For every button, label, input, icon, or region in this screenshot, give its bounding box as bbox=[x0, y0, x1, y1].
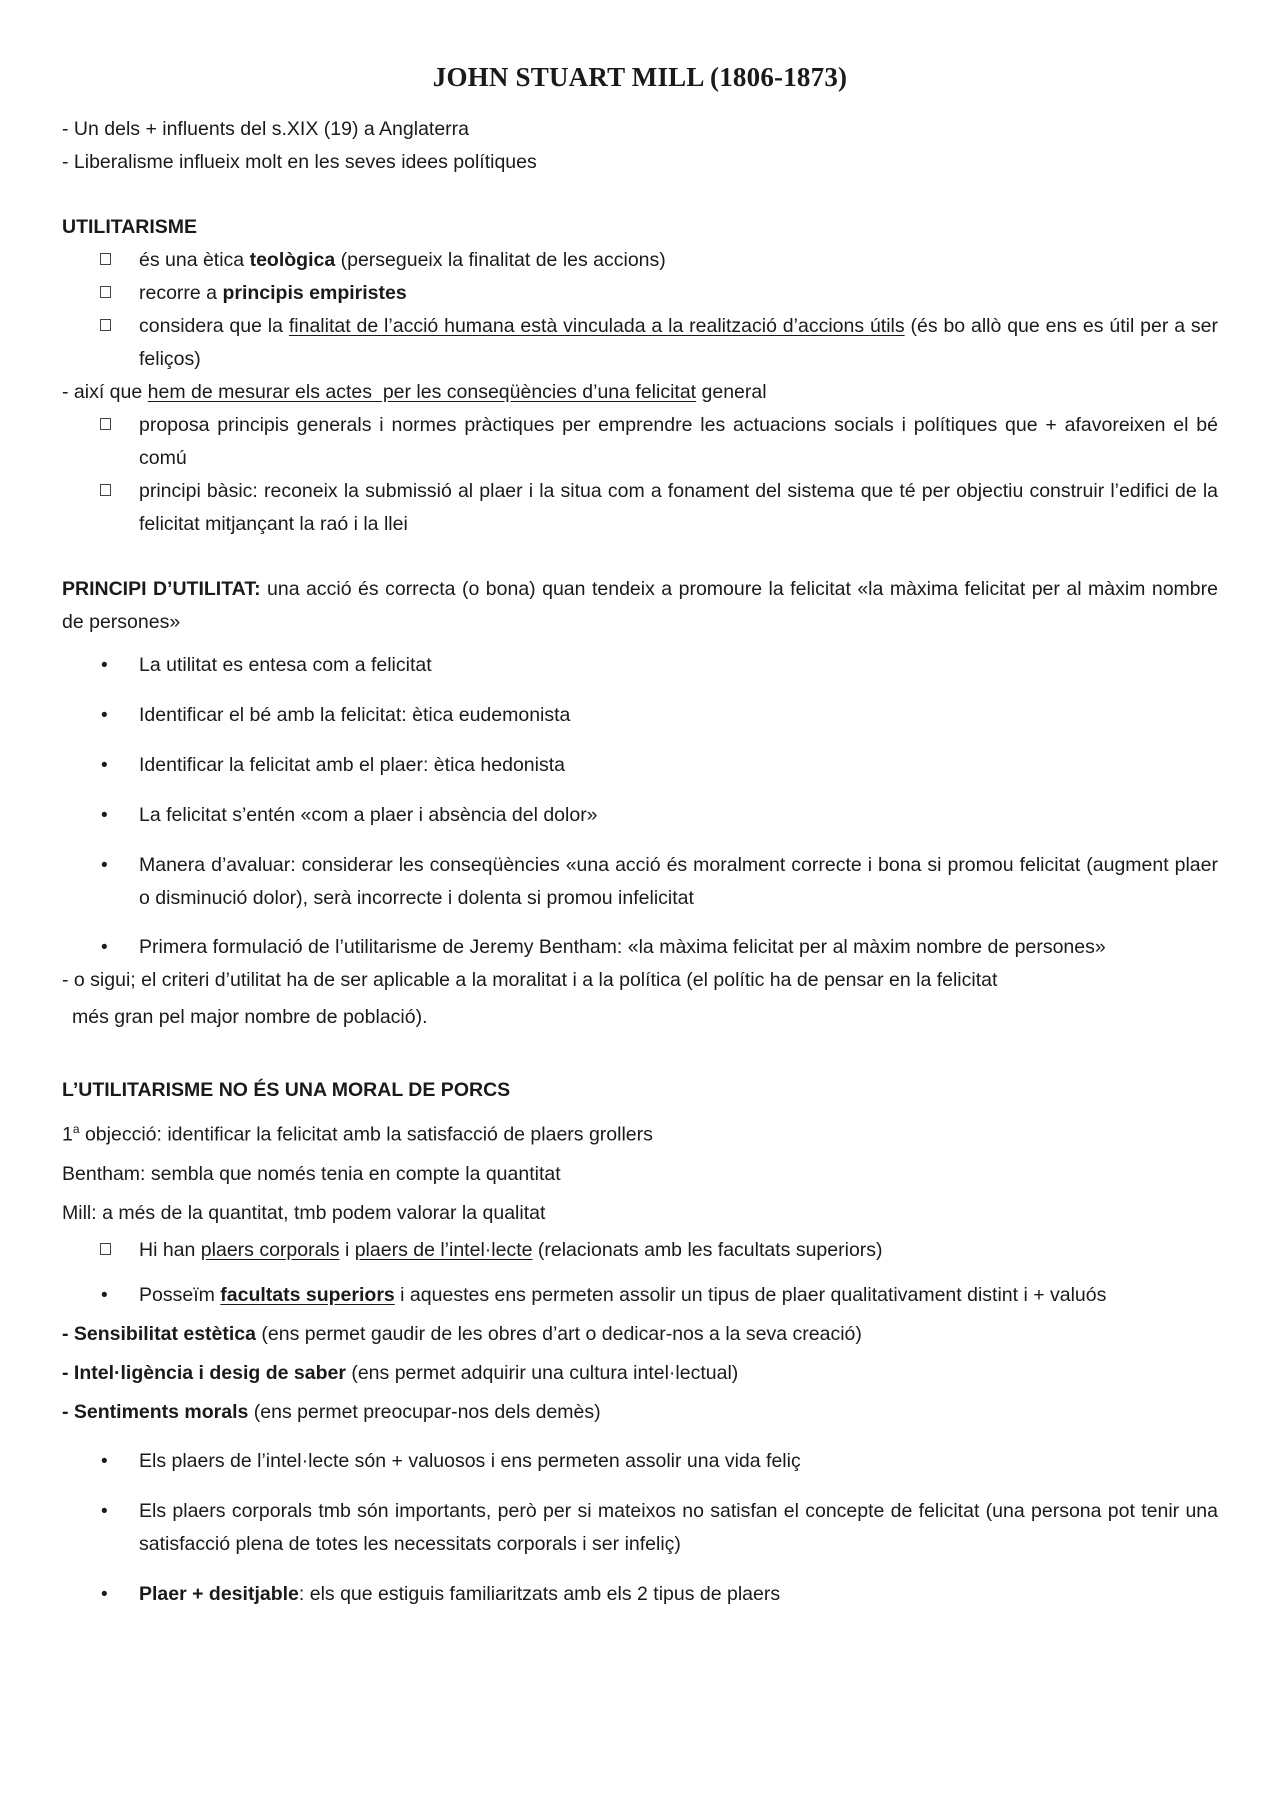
dash-line: - així que hem de mesurar els actes per les conseqüències d’una felicitat general bbox=[62, 381, 767, 403]
list-item: • Manera d’avaluar: considerar les conseqüències «una acció és moralment correcte i bona si promou felicitat (augment plaer o disminució dolor), serà incorrecte i dolenta si promou infelicitat bbox=[62, 849, 1218, 915]
list-item: • La felicitat s’entén «com a plaer i absència del dolor» bbox=[62, 799, 1218, 832]
square-bullet-icon bbox=[100, 253, 111, 265]
square-bullet-item: és una ètica teològica (persegueix la finalitat de les accions) bbox=[62, 244, 1218, 277]
list-item: • La utilitat es entesa com a felicitat bbox=[62, 649, 1218, 682]
principi-paragraph: PRINCIPI D’UTILITAT: una acció és correcta (o bona) quan tendeix a promoure la felicitat «la màxima felicitat per al màxim nombre de persones» bbox=[62, 578, 1218, 633]
list-item: • Posseïm facultats superiors i aquestes ens permeten assolir un tipus de plaer qualitativament distint i + valuós bbox=[62, 1279, 1218, 1312]
bullet-icon: • bbox=[101, 705, 108, 726]
square-bullet-icon bbox=[100, 418, 111, 430]
bullet-icon: • bbox=[101, 805, 108, 826]
list-item: • Els plaers de l’intel·lecte són + valuosos i ens permeten assolir una vida feliç bbox=[62, 1445, 1218, 1478]
square-bullet-icon bbox=[100, 1243, 111, 1255]
section-heading-utilitarisme: UTILITARISME bbox=[62, 216, 198, 238]
bullet-icon: • bbox=[101, 937, 108, 958]
section-heading-principi: PRINCIPI D’UTILITAT: bbox=[62, 578, 261, 600]
bentham-line: Bentham: sembla que només tenia en compte la quantitat bbox=[62, 1162, 561, 1185]
square-bullet-icon bbox=[100, 286, 111, 298]
list-item: • Identificar la felicitat amb el plaer: ètica hedonista bbox=[62, 749, 1218, 782]
bullet-icon: • bbox=[101, 655, 108, 676]
bullet-icon: • bbox=[101, 755, 108, 776]
mill-line: Mill: a més de la quantitat, tmb podem valorar la qualitat bbox=[62, 1201, 546, 1224]
bullet-icon: • bbox=[101, 855, 108, 876]
bullet-icon: • bbox=[101, 1450, 108, 1472]
facultat-line: - Sentiments morals (ens permet preocupar-nos dels demès) bbox=[62, 1400, 601, 1423]
list-item: • Plaer + desitjable: els que estiguis familiaritzats amb els 2 tipus de plaers bbox=[62, 1578, 1218, 1611]
list-item: • Els plaers corporals tmb són importants, però per si mateixos no satisfan el concepte de felicitat (una persona pot tenir una satisfacció plena de totes les necessitats corporals i ser infeliç) bbox=[62, 1495, 1218, 1561]
bullet-icon: • bbox=[101, 1500, 108, 1522]
facultat-line: - Sensibilitat estètica (ens permet gaudir de les obres d’art o dedicar-nos a la seva creació) bbox=[62, 1322, 862, 1345]
square-bullet-item: principi bàsic: reconeix la submissió al plaer i la situa com a fonament del sistema que té per objectiu construir l’edifici de la felicitat mitjançant la raó i la llei bbox=[62, 475, 1218, 541]
square-bullet-icon bbox=[100, 484, 111, 496]
square-bullet-icon bbox=[100, 319, 111, 331]
square-bullet-item: recorre a principis empiristes bbox=[62, 277, 1218, 310]
bullet-icon: • bbox=[101, 1284, 108, 1306]
section-heading-porcs: L’UTILITARISME NO ÉS UNA MORAL DE PORCS bbox=[62, 1079, 511, 1101]
conclusion-line-2: més gran pel major nombre de població). bbox=[72, 1006, 428, 1028]
square-bullet-item: Hi han plaers corporals i plaers de l’intel·lecte (relacionats amb les facultats superiors) bbox=[62, 1234, 1218, 1267]
list-item: • Identificar el bé amb la felicitat: ètica eudemonista bbox=[62, 699, 1218, 732]
square-bullet-item: proposa principis generals i normes pràctiques per emprendre les actuacions socials i polítiques que + afavoreixen el bé comú bbox=[62, 409, 1218, 475]
square-bullet-item: considera que la finalitat de l’acció humana està vinculada a la realització d’accions útils (és bo allò que ens es útil per a ser feliços) bbox=[62, 310, 1218, 376]
bullet-icon: • bbox=[101, 1583, 108, 1605]
objeccio-line: 1$^a$ objecció: identificar la felicitat amb la satisfacció de plaers grollers bbox=[62, 1122, 653, 1146]
list-item: • Primera formulació de l’utilitarisme de Jeremy Bentham: «la màxima felicitat per al màxim nombre de persones» bbox=[62, 931, 1218, 964]
conclusion-line-1: - o sigui; el criteri d’utilitat ha de ser aplicable a la moralitat i a la política (el polític ha de pensar en la felicitat bbox=[62, 969, 998, 991]
intro-line-2: - Liberalisme influeix molt en les seves idees polítiques bbox=[62, 151, 537, 173]
facultat-line: - Intel·ligència i desig de saber (ens permet adquirir una cultura intel·lectual) bbox=[62, 1361, 739, 1384]
page-title: JOHN STUART MILL (1806-1873) bbox=[432, 62, 848, 92]
intro-line-1: - Un dels + influents del s.XIX (19) a Anglaterra bbox=[62, 118, 470, 140]
